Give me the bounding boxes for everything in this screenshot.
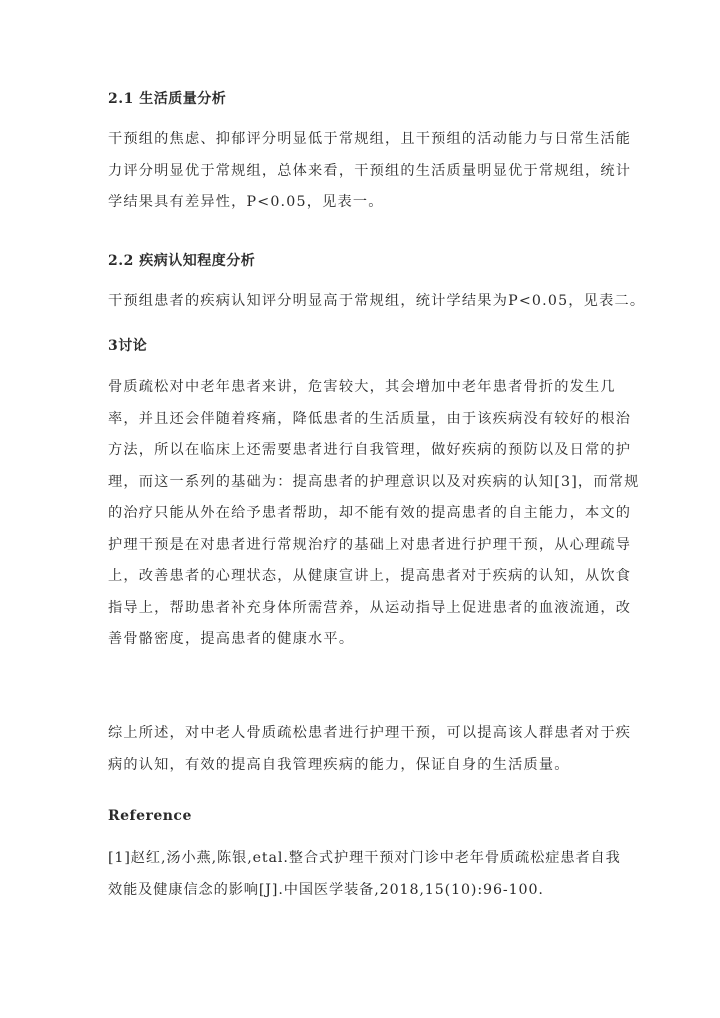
text-line: 指导上，帮助患者补充身体所需营养，从运动指导上促进患者的血液流通，改 — [108, 599, 632, 616]
text-line: 理，而这一系列的基础为：提高患者的护理意识以及对疾病的认知[3]，而常规 — [108, 473, 640, 490]
text-line: 护理干预是在对患者进行常规治疗的基础上对患者进行护理干预，从心理疏导 — [108, 536, 632, 553]
section-heading-3: 3讨论 — [108, 338, 148, 354]
text-line: 病的认知，有效的提高自我管理疾病的能力，保证自身的生活质量。 — [108, 756, 570, 773]
text-line: 综上所述，对中老人骨质疏松患者进行护理干预，可以提高该人群患者对于疾 — [108, 725, 632, 741]
reference-heading: Reference — [108, 808, 192, 824]
paragraph-life-quality — [108, 124, 632, 219]
text-line: 力评分明显优于常规组，总体来看，干预组的生活质量明显优于常规组，统计 — [108, 162, 632, 179]
text-line: 率，并且还会伴随着疼痛，降低患者的生活质量，由于该疾病没有较好的根治 — [108, 410, 632, 427]
paragraph-disease-cognition — [108, 286, 646, 318]
reference-list — [108, 843, 621, 906]
reference-line: 效能及健康信念的影响[J].中国医学装备,2018,15(10):96-100. — [108, 881, 544, 898]
paragraph-conclusion — [108, 718, 632, 781]
text-line: 骨质疏松对中老年患者来讲，危害较大，其会增加中老年患者骨折的发生几 — [108, 379, 616, 395]
section-heading-2-2: 2.2 疾病认知程度分析 — [108, 253, 256, 269]
reference-line: [1]赵红,汤小燕,陈银,etal.整合式护理干预对门诊中老年骨质疏松症患者自我 — [108, 850, 621, 866]
text-line: 干预组患者的疾病认知评分明显高于常规组，统计学结果为P<0.05，见表二。 — [108, 293, 646, 309]
section-heading-2-1: 2.1 生活质量分析 — [108, 91, 227, 107]
paragraph-discussion — [108, 372, 640, 656]
text-line: 方法，所以在临床上还需要患者进行自我管理，做好疾病的预防以及日常的护 — [108, 442, 632, 458]
text-line: 善骨骼密度，提高患者的健康水平。 — [108, 631, 355, 647]
text-line: 上，改善患者的心理状态，从健康宣讲上，提高患者对于疾病的认知，从饮食 — [108, 568, 632, 584]
text-line: 干预组的焦虑、抑郁评分明显低于常规组，且干预组的活动能力与日常生活能 — [108, 131, 632, 147]
text-line: 学结果具有差异性，P<0.05，见表一。 — [108, 194, 384, 210]
text-line: 的治疗只能从外在给予患者帮助，却不能有效的提高患者的自主能力，本文的 — [108, 505, 632, 521]
